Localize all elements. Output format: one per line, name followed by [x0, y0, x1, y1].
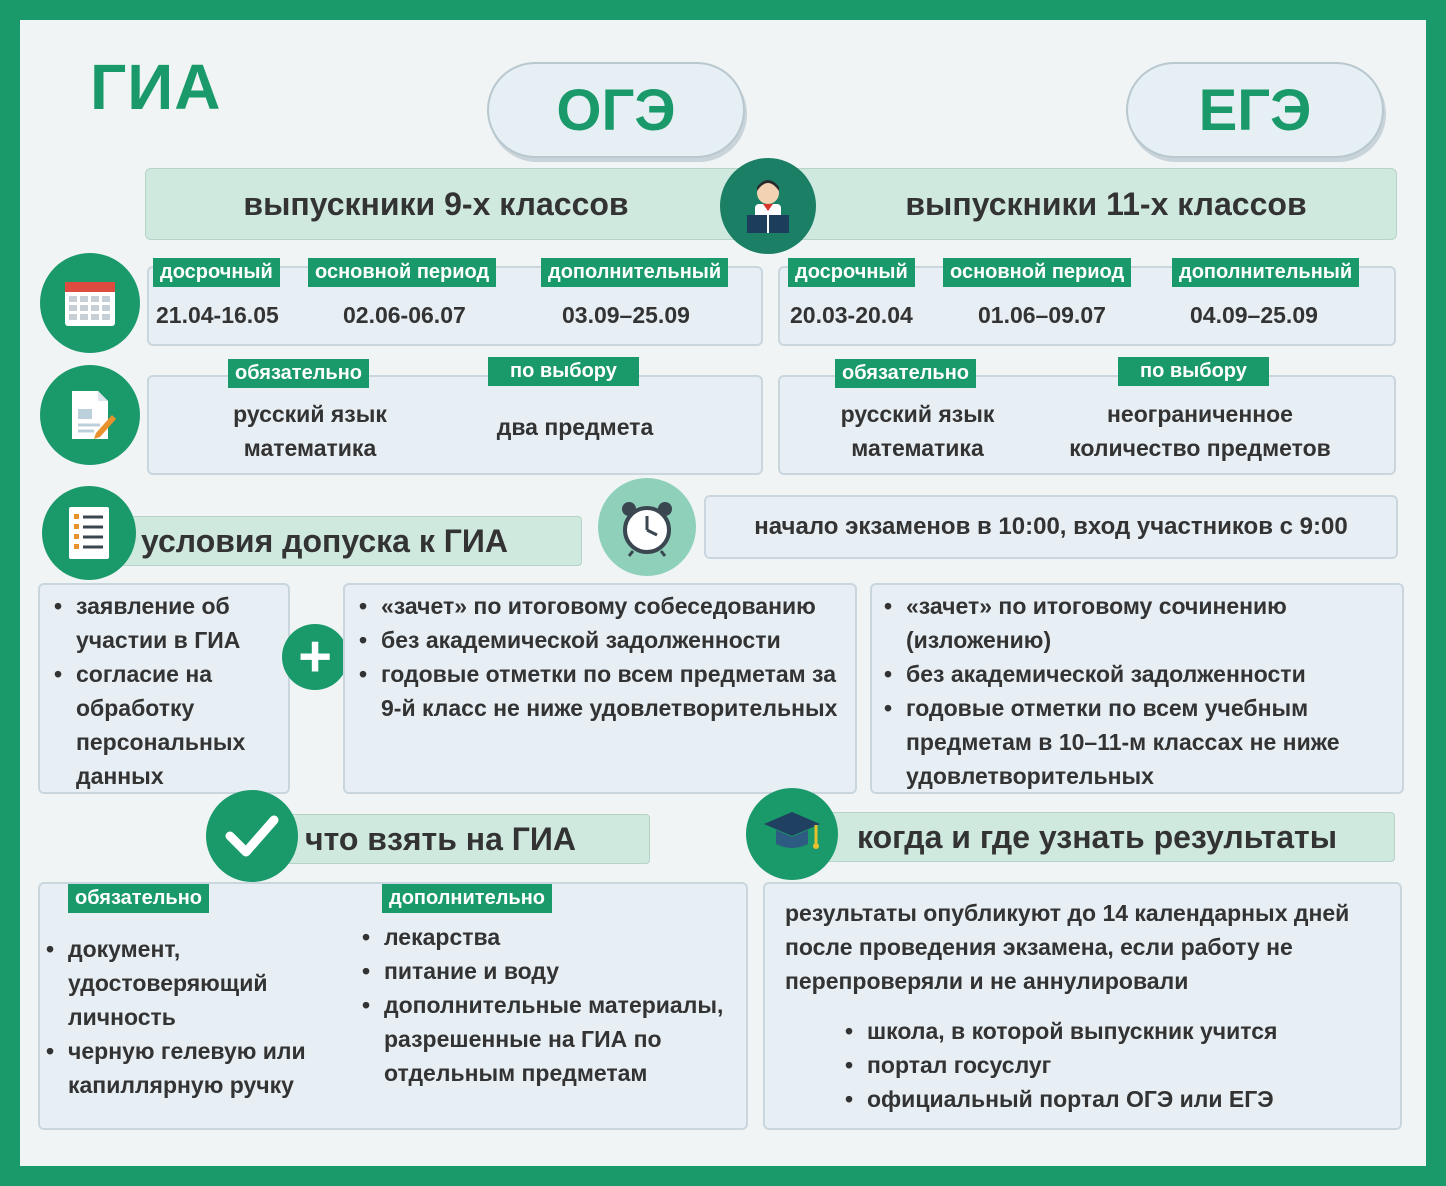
list-item: • годовые отметки по всем предметам за 9-й класс не ниже удовлетворительных	[355, 657, 847, 725]
oge-period-dates: 21.04-16.05	[156, 302, 279, 328]
ege-period-tag: основной период	[943, 258, 1131, 287]
exam-time-text: начало экзаменов в 10:00, вход участников с 9:00	[754, 513, 1348, 540]
results-title: когда и где узнать результаты	[790, 812, 1395, 862]
list-item: • дополнительные материалы, разрешенные на ГИА по отдельным предметам	[358, 988, 738, 1090]
subject-item: количество предметов	[1069, 435, 1331, 461]
admission-oge-box	[343, 583, 857, 794]
list-item: • лекарства	[358, 920, 738, 954]
exam-paper-icon	[40, 365, 140, 465]
admission-title: условия допуска к ГИА	[120, 516, 582, 566]
subject-item: русский язык	[233, 401, 387, 427]
ege-period-dates: 01.06–09.07	[978, 302, 1106, 328]
results-places	[765, 998, 1400, 1116]
list-item: • черную гелевую или капиллярную ручку	[42, 1034, 352, 1102]
page-title: ГИА	[90, 51, 222, 123]
bring-title: что взять на ГИА	[270, 814, 650, 864]
oge-period-tag: досрочный	[153, 258, 280, 287]
list-item: • питание и воду	[358, 954, 738, 988]
list-item: • без академической задолженности	[880, 657, 1396, 691]
list-item: • согласие на обработку персональных данных	[50, 657, 280, 793]
ege-period-dates: 20.03-20.04	[790, 302, 913, 328]
list-item: • школа, в которой выпускник учится	[841, 1014, 1400, 1048]
results-box	[763, 882, 1402, 1130]
checklist-icon	[42, 486, 136, 580]
ege-period-tag: досрочный	[788, 258, 915, 287]
subject-item: два предмета	[496, 414, 654, 440]
list-item: • заявление об участии в ГИА	[50, 589, 280, 657]
alarm-clock-icon	[598, 478, 696, 576]
oge-mandatory-list	[180, 397, 440, 465]
oge-choice-tag: по выбору	[488, 357, 639, 386]
bring-mandatory-tag: обязательно	[68, 884, 209, 913]
ege-period-tag: дополнительный	[1172, 258, 1359, 287]
list-item: • «зачет» по итоговому сочинению (изложению)	[880, 589, 1396, 657]
ege-mandatory-tag: обязательно	[835, 359, 976, 388]
plus-icon: +	[282, 624, 348, 690]
infographic-frame	[20, 20, 1426, 1166]
oge-graduates: выпускники 9-х классов	[243, 185, 629, 222]
exam-time-box	[704, 495, 1398, 559]
list-item: • годовые отметки по всем учебным предметам в 10–11-м классах не ниже удовлетворительных	[880, 691, 1396, 793]
oge-pill: ОГЭ	[487, 62, 745, 158]
ege-choice-tag: по выбору	[1118, 357, 1269, 386]
list-item: • без академической задолженности	[355, 623, 847, 657]
bring-additional-list	[358, 920, 738, 1090]
ege-period-dates: 04.09–25.09	[1190, 302, 1318, 328]
checkmark-icon	[206, 790, 298, 882]
list-item: • документ, удостоверяющий личность	[42, 932, 352, 1034]
calendar-icon	[40, 253, 140, 353]
list-item: • портал госуслуг	[841, 1048, 1400, 1082]
subject-item: неограниченное	[1107, 401, 1293, 427]
student-reading-icon	[720, 158, 816, 254]
oge-period-tag: дополнительный	[541, 258, 728, 287]
bring-additional-tag: дополнительно	[382, 884, 552, 913]
ege-graduates: выпускники 11-х классов	[905, 185, 1307, 222]
subject-item: математика	[243, 435, 377, 461]
list-item: • «зачет» по итоговому собеседованию	[355, 589, 847, 623]
oge-period-dates: 02.06-06.07	[343, 302, 466, 328]
ege-mandatory-list	[785, 397, 1050, 465]
bring-mandatory-list	[42, 932, 352, 1102]
admission-ege-box	[870, 583, 1404, 794]
graduation-cap-icon	[746, 788, 838, 880]
oge-choice-list	[460, 410, 690, 444]
oge-mandatory-tag: обязательно	[228, 359, 369, 388]
admission-common-box	[38, 583, 290, 794]
list-item: • официальный портал ОГЭ или ЕГЭ	[841, 1082, 1400, 1116]
ege-choice-list	[1040, 397, 1360, 465]
results-text: результаты опубликуют до 14 календарных дней после проведения экзамена, если работу не перепроверяли и не аннулировали	[785, 900, 1350, 994]
oge-period-dates: 03.09–25.09	[562, 302, 690, 328]
oge-period-tag: основной период	[308, 258, 496, 287]
subject-item: русский язык	[840, 401, 995, 427]
ege-pill: ЕГЭ	[1126, 62, 1384, 158]
subject-item: математика	[851, 435, 984, 461]
